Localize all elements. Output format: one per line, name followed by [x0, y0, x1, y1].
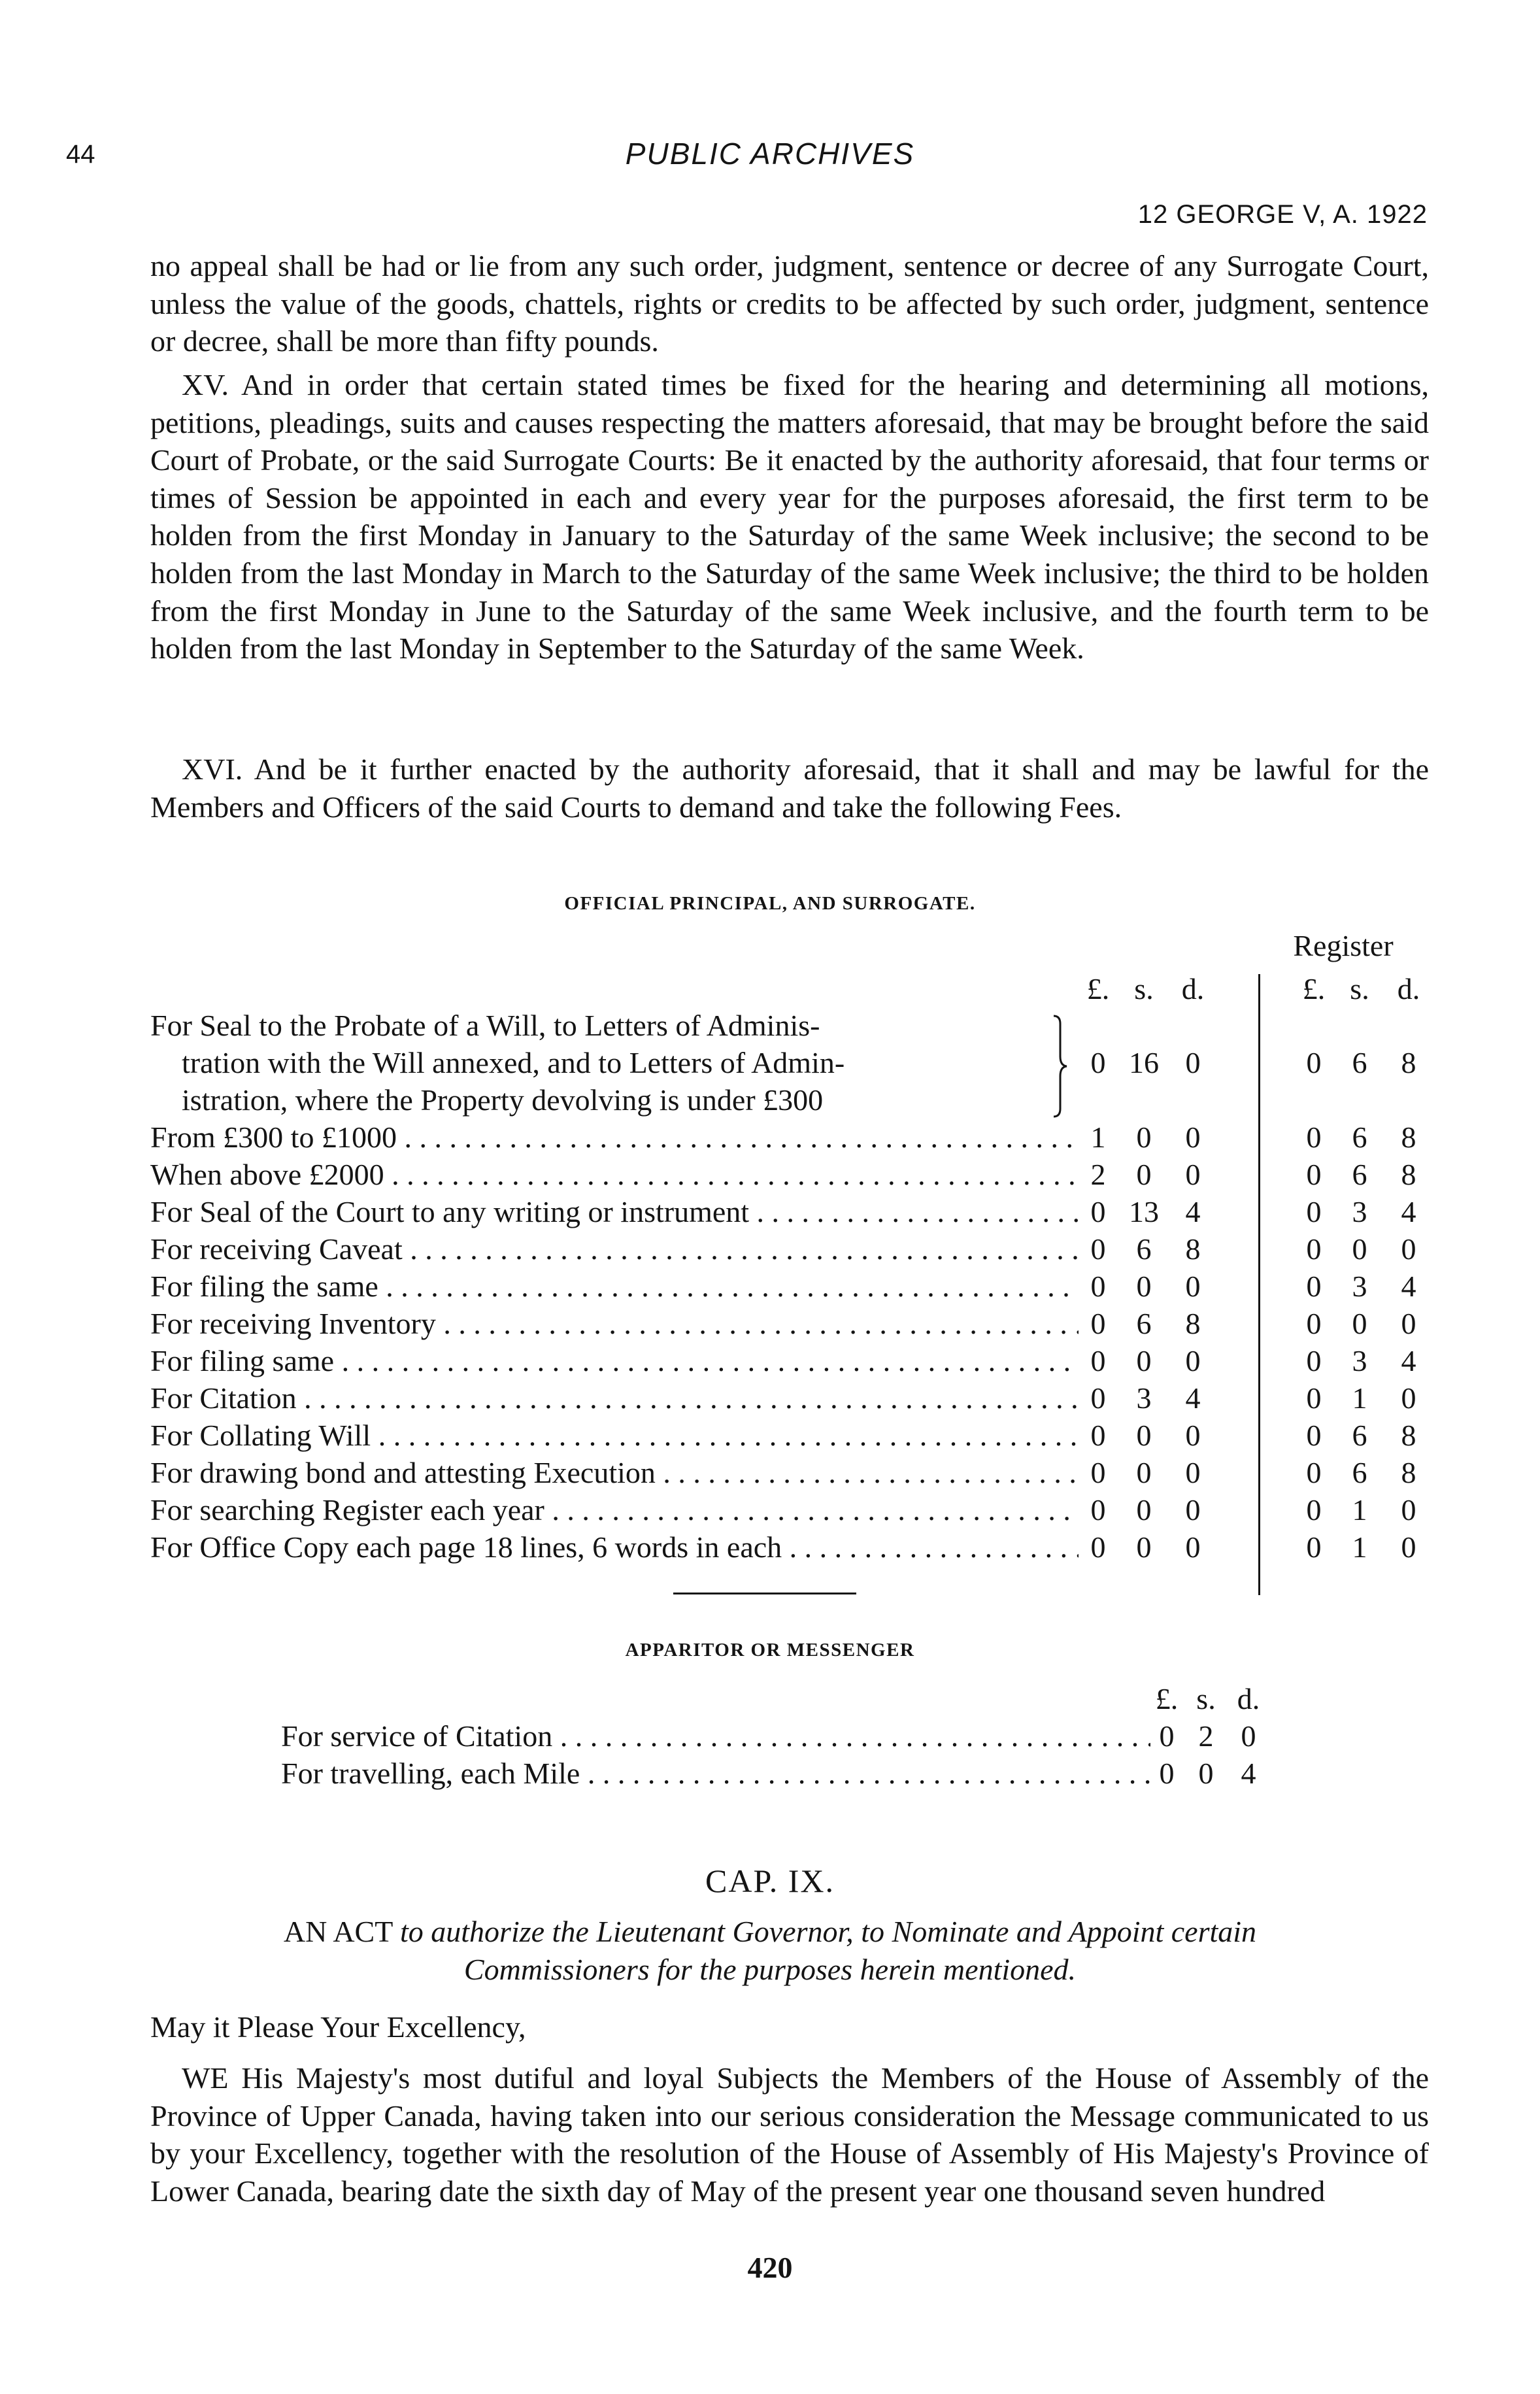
fee-pence: 0 [1185, 1121, 1201, 1154]
register-pounds: 0 [1306, 1232, 1322, 1266]
register-pounds: 0 [1306, 1344, 1322, 1377]
fee-pounds: 0 [1090, 1270, 1106, 1303]
fee-row [150, 1492, 1431, 1530]
first-item-register-shillings: 6 [1352, 1046, 1367, 1079]
salutation: May it Please Your Excellency, [150, 2010, 526, 2044]
register-pounds: 0 [1306, 1158, 1322, 1191]
act-title-line2: Commissioners for the purposes herein mentioned. [463, 1953, 1077, 1986]
register-pence: 4 [1401, 1195, 1416, 1228]
col-pence: d. [1181, 972, 1205, 1005]
section-divider [673, 1593, 856, 1594]
register-pence: 4 [1401, 1270, 1416, 1303]
register-shillings: 1 [1352, 1530, 1367, 1564]
apparitor-table [281, 1681, 1353, 1812]
fee-row-label: For Citation . . . [150, 1381, 1079, 1415]
fee-pounds: 0 [1090, 1195, 1106, 1228]
register-pence: 0 [1401, 1381, 1416, 1415]
first-item-fee-shillings: 16 [1129, 1046, 1159, 1079]
register-pence: 0 [1401, 1232, 1416, 1266]
fee-pence: 0 [1185, 1493, 1201, 1526]
fee-row [150, 1157, 1431, 1194]
session-label: 12 GEORGE V, A. 1922 [1137, 200, 1428, 229]
fee-shillings: 6 [1136, 1232, 1152, 1266]
fee-shillings: 0 [1136, 1158, 1152, 1191]
apparitor-col-pounds: £. [1155, 1682, 1179, 1715]
fee-pounds: 0 [1090, 1232, 1106, 1266]
fee-shillings: 0 [1136, 1456, 1152, 1489]
fee-pence: 8 [1185, 1307, 1201, 1340]
chapter-title: CAP. IX. [705, 1863, 835, 1899]
register-pounds: 0 [1306, 1493, 1322, 1526]
register-shillings: 0 [1352, 1232, 1367, 1266]
fee-pence: 0 [1185, 1530, 1201, 1564]
fee-row-label: For receiving Inventory . . . [150, 1306, 1079, 1341]
fee-pounds: 0 [1090, 1344, 1106, 1377]
fee-pounds: 0 [1090, 1530, 1106, 1564]
apparitor-row [281, 1719, 1540, 1756]
first-item-line1: For Seal to the Probate of a Will, to Letters of Adminis- [150, 1009, 820, 1042]
act-title-line1: AN ACT to authorize the Lieutenant Governor, to Nominate and Appoint certain [283, 1915, 1257, 1948]
chapter-body-paragraph: WE His Majesty's most dutiful and loyal Subjects the Members of the House of Assembly of the Province of Upper Canada, having taken into our serious consideration the Message communicated to us by your Excellency, together with the resolution of the House of Assembly of His Majesty's Province of Lower Canada, bearing date the sixth day of May of the present year one thousand seven hundred [150, 2061, 1429, 2208]
register-pounds: 0 [1306, 1419, 1322, 1452]
register-pence: 0 [1401, 1530, 1416, 1564]
fee-row [150, 1343, 1431, 1381]
fee-shillings: 0 [1136, 1344, 1152, 1377]
register-label: Register [1293, 929, 1394, 962]
apparitor-heading: APPARITOR OR MESSENGER [625, 1640, 915, 1661]
fee-shillings: 0 [1136, 1270, 1152, 1303]
register-shillings: 1 [1352, 1381, 1367, 1415]
apparitor-row [281, 1756, 1540, 1793]
register-pence: 8 [1401, 1121, 1416, 1154]
fee-pounds: 2 [1090, 1158, 1106, 1191]
register-shillings: 6 [1352, 1419, 1367, 1452]
apparitor-row-label: For service of Citation . . . [281, 1719, 1150, 1753]
fees-heading: OFFICIAL PRINCIPAL, AND SURROGATE. [564, 893, 976, 914]
register-pounds: 0 [1306, 1530, 1322, 1564]
fee-shillings: 0 [1136, 1419, 1152, 1452]
first-item-fee-pence: 0 [1185, 1046, 1201, 1079]
fee-pence: 0 [1185, 1456, 1201, 1489]
fee-pounds: 0 [1090, 1419, 1106, 1452]
fee-shillings: 6 [1136, 1307, 1152, 1340]
register-shillings: 3 [1352, 1344, 1367, 1377]
fee-shillings: 0 [1136, 1493, 1152, 1526]
apparitor-row-label: For travelling, each Mile . . . [281, 1756, 1150, 1791]
register-shillings: 6 [1352, 1158, 1367, 1191]
register-pounds: 0 [1306, 1195, 1322, 1228]
register-pence: 8 [1401, 1158, 1416, 1191]
register-pence: 8 [1401, 1456, 1416, 1489]
fee-row [150, 1455, 1431, 1492]
fee-shillings: 2 [1198, 1719, 1214, 1753]
apparitor-col-pence: d. [1237, 1682, 1260, 1715]
fee-pounds: 1 [1090, 1121, 1106, 1154]
register-pounds: 0 [1306, 1456, 1322, 1489]
register-shillings: 3 [1352, 1195, 1367, 1228]
fee-pounds: 0 [1159, 1719, 1175, 1753]
fee-row-label: From £300 to £1000 . . . [150, 1120, 1079, 1155]
page-number-bottom: 420 [747, 2251, 793, 2284]
fee-row-label: When above £2000 . . . [150, 1157, 1079, 1192]
intro-paragraph: no appeal shall be had or lie from any such order, judgment, sentence or decree of any Surrogate Court, unless the value of the goods, chattels, rights or credits to be affected by such order, judgment, sentence or decree, shall be more than fifty pounds. [150, 249, 1429, 358]
col-pounds: £. [1086, 972, 1110, 1005]
register-shillings: 1 [1352, 1493, 1367, 1526]
fee-row [150, 1269, 1431, 1306]
register-pence: 0 [1401, 1493, 1416, 1526]
fee-pounds: 0 [1090, 1381, 1106, 1415]
fee-pence: 0 [1185, 1419, 1201, 1452]
section-xv-paragraph: XV. And in order that certain stated times be fixed for the hearing and determining all motions, petitions, pleadings, suits and causes respecting the matters aforesaid, that may be brought before the said Court of Probate, or the said Surrogate Courts: Be it enacted by the authority aforesaid, that four terms or times of Session be appointed in each and every year for the purposes aforesaid, the first term to be holden from the first Monday in January to the Saturday of the same Week inclusive; the second to be holden from the last Monday in March to the Saturday of the same Week inclusive; the third to be holden from the first Monday in June to the Saturday of the same Week inclusive, and the fourth term to be holden from the last Monday in September to the Saturday of the same Week. [150, 368, 1429, 666]
brace-icon [1052, 1015, 1069, 1118]
register-col-shillings: s. [1350, 972, 1369, 1005]
register-col-pence: d. [1397, 972, 1420, 1005]
register-pence: 4 [1401, 1344, 1416, 1377]
fee-pence: 0 [1185, 1344, 1201, 1377]
fee-row [150, 1306, 1431, 1343]
fee-shillings: 13 [1129, 1195, 1159, 1228]
fee-pounds: 0 [1159, 1757, 1175, 1790]
fee-row [150, 1381, 1431, 1418]
register-shillings: 6 [1352, 1121, 1367, 1154]
fee-row-label: For Seal of the Court to any writing or instrument . . . [150, 1194, 1079, 1229]
fee-pounds: 0 [1090, 1307, 1106, 1340]
fee-row-label: For filing the same . . . [150, 1269, 1079, 1304]
page-number-top: 44 [66, 140, 95, 169]
fee-shillings: 0 [1136, 1121, 1152, 1154]
fee-row-label: For searching Register each year . . . [150, 1492, 1079, 1527]
register-pence: 0 [1401, 1307, 1416, 1340]
fee-row-label: For filing same . . . [150, 1343, 1079, 1378]
fee-pence: 4 [1185, 1195, 1201, 1228]
fee-row [150, 1418, 1431, 1455]
register-shillings: 0 [1352, 1307, 1367, 1340]
fee-shillings: 0 [1198, 1757, 1214, 1790]
col-shillings: s. [1134, 972, 1154, 1005]
first-item-register-pounds: 0 [1306, 1046, 1322, 1079]
register-pounds: 0 [1306, 1307, 1322, 1340]
fee-row-label: For Office Copy each page 18 lines, 6 words in each . . . [150, 1530, 1079, 1564]
register-pounds: 0 [1306, 1381, 1322, 1415]
fee-shillings: 0 [1136, 1530, 1152, 1564]
register-shillings: 3 [1352, 1270, 1367, 1303]
register-shillings: 6 [1352, 1456, 1367, 1489]
fee-row [150, 1530, 1431, 1567]
first-item-register-pence: 8 [1401, 1046, 1416, 1079]
running-title: PUBLIC ARCHIVES [625, 137, 915, 171]
fee-row-label: For receiving Caveat . . . [150, 1232, 1079, 1266]
register-pounds: 0 [1306, 1121, 1322, 1154]
fee-pounds: 0 [1090, 1456, 1106, 1489]
register-col-pounds: £. [1302, 972, 1326, 1005]
fee-pence: 8 [1185, 1232, 1201, 1266]
fee-pence: 0 [1241, 1719, 1256, 1753]
fee-pence: 4 [1241, 1757, 1256, 1790]
fee-row [150, 1232, 1431, 1269]
fee-pence: 4 [1185, 1381, 1201, 1415]
first-item-line2: tration with the Will annexed, and to Letters of Admin- [182, 1046, 845, 1079]
fee-shillings: 3 [1136, 1381, 1152, 1415]
register-pounds: 0 [1306, 1270, 1322, 1303]
fee-pence: 0 [1185, 1270, 1201, 1303]
first-item-line3: istration, where the Property devolving is under £300 [182, 1083, 824, 1117]
fee-row [150, 1120, 1431, 1157]
apparitor-col-shillings: s. [1196, 1682, 1216, 1715]
fee-row [150, 1194, 1431, 1232]
fee-pence: 0 [1185, 1158, 1201, 1191]
register-pence: 8 [1401, 1419, 1416, 1452]
fee-pounds: 0 [1090, 1493, 1106, 1526]
fee-row-label: For Collating Will . . . [150, 1418, 1079, 1453]
first-item-fee-pounds: 0 [1090, 1046, 1106, 1079]
fees-table [150, 928, 1431, 1595]
fee-row-label: For drawing bond and attesting Execution . . . [150, 1455, 1079, 1490]
section-xvi-paragraph: XVI. And be it further enacted by the authority aforesaid, that it shall and may be lawful for the Members and Officers of the said Courts to demand and take the following Fees. [150, 752, 1429, 824]
